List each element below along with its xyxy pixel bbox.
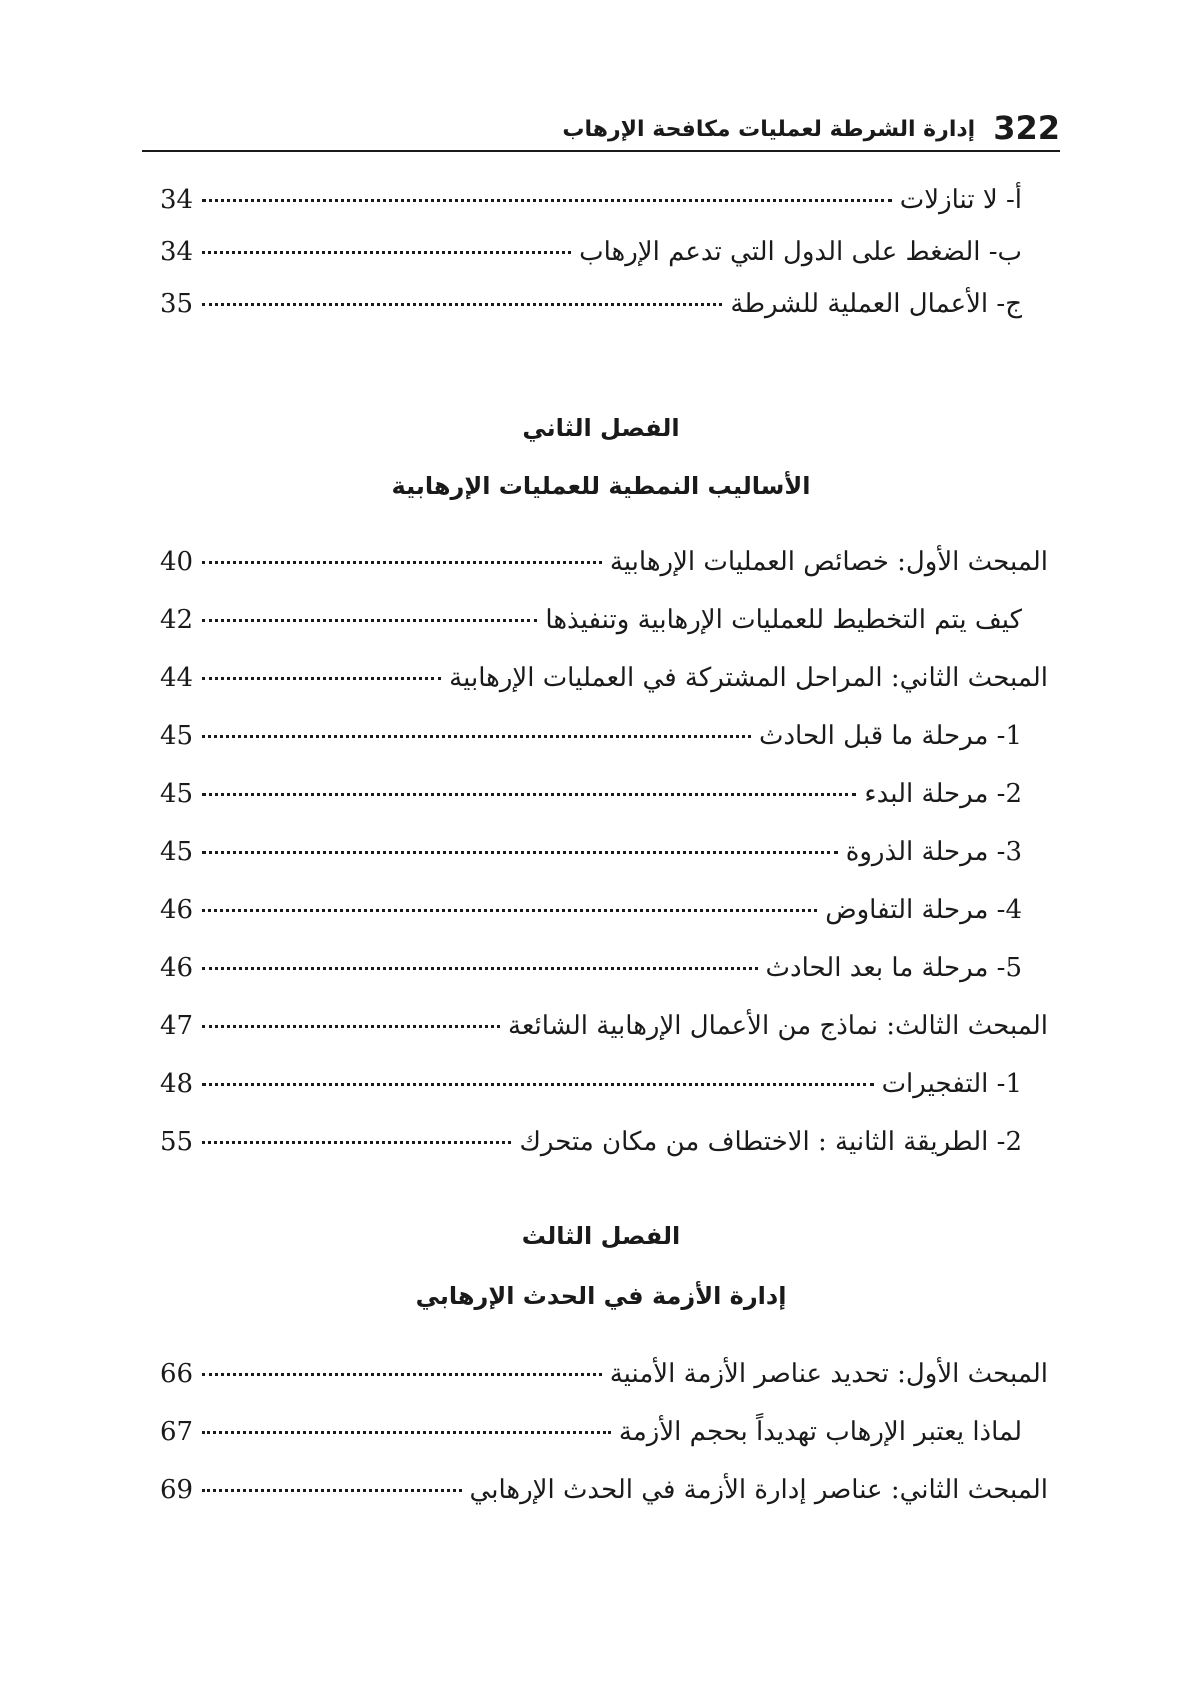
toc-entry-page: 67 xyxy=(160,1417,194,1447)
toc-entry-label: 5- مرحلة ما بعد الحادث xyxy=(765,953,1022,983)
toc-entry xyxy=(160,946,1022,990)
toc-entry xyxy=(160,540,1048,584)
toc-entry-page: 42 xyxy=(160,605,194,635)
toc-entry xyxy=(160,1004,1048,1048)
toc-entry xyxy=(160,714,1022,758)
toc-leader xyxy=(202,1025,500,1028)
toc-entry-label: لماذا يعتبر الإرهاب تهديداً بحجم الأزمة xyxy=(618,1417,1022,1447)
toc-leader xyxy=(202,1431,611,1434)
toc-entry-label: المبحث الثالث: نماذج من الأعمال الإرهابية الشائعة xyxy=(508,1011,1048,1041)
toc-entry-page: 45 xyxy=(160,779,194,809)
toc-leader xyxy=(202,967,758,970)
toc-entry-label: 1- التفجيرات xyxy=(881,1069,1022,1099)
toc-leader xyxy=(202,199,892,202)
toc-entry xyxy=(160,1062,1022,1106)
toc-entry-page: 44 xyxy=(160,663,194,693)
toc-entry xyxy=(160,282,1022,326)
toc-entry-page: 34 xyxy=(160,237,194,267)
toc-leader xyxy=(202,793,856,796)
toc-leader xyxy=(202,1373,602,1376)
toc-entry-page: 45 xyxy=(160,837,194,867)
toc-entry-label: 2- مرحلة البدء xyxy=(864,779,1022,809)
toc-leader xyxy=(202,677,441,680)
toc-entry-label: ب- الضغط على الدول التي تدعم الإرهاب xyxy=(579,237,1022,267)
running-header xyxy=(142,100,1060,152)
chapter-2-label: الفصل الثاني xyxy=(522,414,680,442)
toc-entry-label: المبحث الثاني: عناصر إدارة الأزمة في الحدث الإرهابي xyxy=(469,1475,1048,1505)
toc-entry-label: 1- مرحلة ما قبل الحادث xyxy=(758,721,1022,751)
toc-entry-label: 4- مرحلة التفاوض xyxy=(825,895,1022,925)
toc-entry xyxy=(160,656,1048,700)
toc-entry-page: 35 xyxy=(160,289,194,319)
toc-entry-page: 69 xyxy=(160,1475,194,1505)
toc-leader xyxy=(202,1083,874,1086)
toc-entry-page: 45 xyxy=(160,721,194,751)
toc-leader xyxy=(202,909,817,912)
toc-entry xyxy=(160,1120,1022,1164)
toc-entry-label: 2- الطريقة الثانية : الاختطاف من مكان متحرك xyxy=(519,1127,1022,1157)
toc-leader xyxy=(202,851,838,854)
toc-entry-label: المبحث الأول: خصائص العمليات الإرهابية xyxy=(609,547,1048,577)
toc-entry xyxy=(160,888,1022,932)
toc-entry-page: 46 xyxy=(160,895,194,925)
toc-entry-label: المبحث الأول: تحديد عناصر الأزمة الأمنية xyxy=(609,1359,1048,1389)
chapter-3-label: الفصل الثالث xyxy=(521,1222,681,1250)
toc-entry xyxy=(160,1410,1022,1454)
toc-entry xyxy=(160,178,1022,222)
toc-leader xyxy=(202,561,602,564)
toc-leader xyxy=(202,303,722,306)
chapter-3-title: إدارة الأزمة في الحدث الإرهابي xyxy=(415,1282,787,1310)
toc-entry-page: 34 xyxy=(160,185,194,215)
toc-entry xyxy=(160,598,1022,642)
toc-leader xyxy=(202,1489,462,1492)
toc-entry-label: 3- مرحلة الذروة xyxy=(845,837,1022,867)
toc-entry-page: 40 xyxy=(160,547,194,577)
toc-entry-page: 48 xyxy=(160,1069,194,1099)
toc-leader xyxy=(202,619,537,622)
toc-entry-page: 66 xyxy=(160,1359,194,1389)
toc-entry xyxy=(160,830,1022,874)
toc-entry xyxy=(160,1352,1048,1396)
toc-entry-page: 46 xyxy=(160,953,194,983)
toc-entry-label: ج- الأعمال العملية للشرطة xyxy=(730,289,1022,319)
page-number: 322 xyxy=(993,109,1060,147)
toc-entry-page: 55 xyxy=(160,1127,194,1157)
book-title: إدارة الشرطة لعمليات مكافحة الإرهاب xyxy=(562,117,976,142)
toc-entry xyxy=(160,230,1022,274)
toc-leader xyxy=(202,735,751,738)
chapter-2-title: الأساليب النمطية للعمليات الإرهابية xyxy=(391,472,811,500)
toc-entry xyxy=(160,1468,1048,1512)
toc-entry-label: كيف يتم التخطيط للعمليات الإرهابية وتنفيذها xyxy=(545,605,1022,635)
toc-entry-label: أ- لا تنازلات xyxy=(899,185,1022,215)
toc-entry xyxy=(160,772,1022,816)
toc-entry-label: المبحث الثاني: المراحل المشتركة في العمليات الإرهابية xyxy=(449,663,1048,693)
toc-entry-page: 47 xyxy=(160,1011,194,1041)
toc-leader xyxy=(202,251,571,254)
toc-leader xyxy=(202,1141,511,1144)
